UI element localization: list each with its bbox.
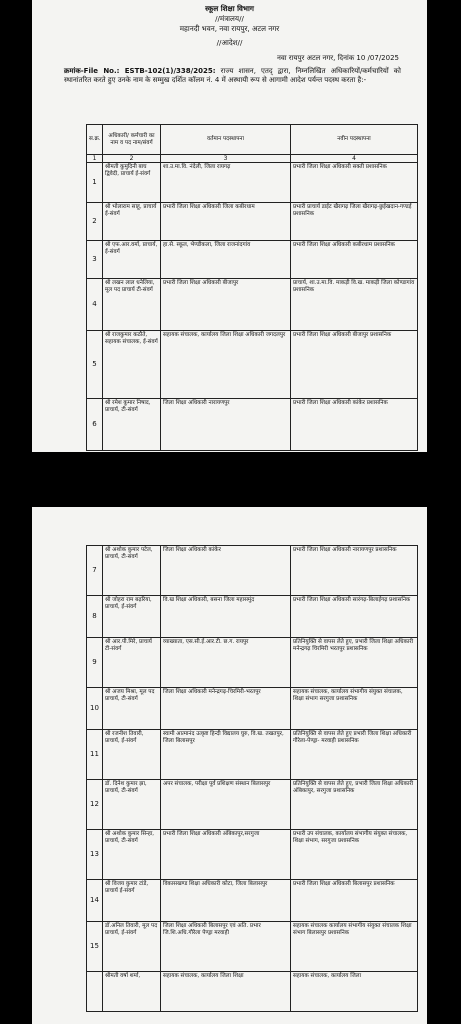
current-posting-cell: जिला शिक्षा अधिकारी कांकेर <box>161 546 291 596</box>
new-posting-cell: सहायक संचालक, कार्यालय संभागीय संयुक्त संचालक, शिक्षा संभाग सरगुजा प्रशासनिक <box>291 688 418 730</box>
current-posting-cell: स्वामी आत्मानंद उत्कृष्ट हिन्दी विद्यालय घुरु, वि.ख. तखतपुर, जिला बिलासपुर <box>161 730 291 780</box>
serial-number-cell: 6 <box>87 399 103 451</box>
new-posting-cell: सहायक संचालक कार्यालय संभागीय संयुक्त संचालक शिक्षा संभाग बिलासपुर प्रशासनिक <box>291 922 418 972</box>
officer-name-cell: श्री राजकुमार कठौते, सहायक संचालक, ई-संवर्ग <box>103 331 161 399</box>
new-posting-cell: प्रतिनियुक्ति से वापस लेते हुए प्रभारी जिला शिक्षा अधिकारी गौरेला-पेण्ड्रा- मरवाही प्रशासनिक <box>291 730 418 780</box>
current-posting-cell: प्रभारी जिला शिक्षा अधिकारी बीजापुर <box>161 279 291 331</box>
table-row <box>87 688 418 730</box>
officer-name-cell: श्रीमती कुमुदिनी बाघ द्विवेदी, प्राचार्य ई-संवर्ग <box>103 163 161 203</box>
order-header <box>32 4 427 48</box>
officer-name-cell: श्री अजय मिश्रा, मूल पद प्राचार्य, टी-संवर्ग <box>103 688 161 730</box>
officer-name-cell: श्रीमती वर्षा शर्मा, <box>103 972 161 1012</box>
new-posting-cell: प्राचार्य, शा.उ.मा.वि. माकड़ी वि.ख. माकड़ी जिला कोण्डागांव प्रशासनिक <box>291 279 418 331</box>
officer-name-cell: श्री आर.पी.मिरे, प्राचार्य टी-संवर्ग <box>103 638 161 688</box>
column-number: 4 <box>291 155 418 163</box>
header-new-posting: नवीन पदस्थापना <box>291 125 418 155</box>
header-current-posting: वर्तमान पदस्थापना <box>161 125 291 155</box>
transfer-table-page-2 <box>86 545 418 1012</box>
serial-number-cell: 5 <box>87 331 103 399</box>
current-posting-cell: अपर संचालक, परीक्षा पूर्व प्रशिक्षण संस्थान बिलासपुर <box>161 780 291 830</box>
current-posting-cell: सहायक संचालक, कार्यालय जिला शिक्षा <box>161 972 291 1012</box>
current-posting-cell: व्याख्याता, एस.सी.ई.आर.टी. छ.ग. रायपुर <box>161 638 291 688</box>
officer-name-cell: श्री रमेश कुमार निषाद, प्राचार्य, टी-संवर्ग <box>103 399 161 451</box>
order-title: //आदेश// <box>216 38 243 47</box>
transfer-table-page-1 <box>86 124 418 451</box>
serial-number-cell: 11 <box>87 730 103 780</box>
serial-number-cell: 12 <box>87 780 103 830</box>
header-serial: स.क्र. <box>87 125 103 155</box>
ministry-name: //मंत्रालय// <box>215 14 244 23</box>
serial-number-cell: 8 <box>87 596 103 638</box>
serial-number-cell: 10 <box>87 688 103 730</box>
serial-number-cell: 1 <box>87 163 103 203</box>
serial-number-cell: 13 <box>87 830 103 880</box>
table-row <box>87 780 418 830</box>
officer-name-cell: श्री भोलाराम साहू, प्राचार्य ई-संवर्ग <box>103 203 161 241</box>
new-posting-cell: प्रभारी जिला शिक्षा अधिकारी कांकेर प्रशासनिक <box>291 399 418 451</box>
officer-name-cell: श्री जोहरा राम बढ़रिया, प्राचार्य, ई-संवर्ग <box>103 596 161 638</box>
serial-number-cell: 4 <box>87 279 103 331</box>
serial-number-cell <box>87 972 103 1012</box>
new-posting-cell: प्रभारी जिला शिक्षा अधिकारी कबीरधाम प्रशासनिक <box>291 241 418 279</box>
current-posting-cell: प्रभारी जिला शिक्षा अधिकारी जिला कबीरधाम <box>161 203 291 241</box>
table-row <box>87 596 418 638</box>
table-row <box>87 546 418 596</box>
date-line: नवा रायपुर अटल नगर, दिनांक 10 /07/2025 <box>276 54 399 62</box>
current-posting-cell: जिला शिक्षा अधिकारी बिलासपुर एवं अति. प्रभार जि.शि.अधि.गौरेला पेण्ड्रा मरवाही <box>161 922 291 972</box>
table-row <box>87 279 418 331</box>
order-number: क्रमांक-File No.: ESTB-102(1)/338/2025: <box>64 67 216 75</box>
current-posting-cell: जिला शिक्षा अधिकारी नारायणपुर <box>161 399 291 451</box>
new-posting-cell: प्रभारी जिला शिक्षा अधिकारी नारायणपुर प्रशासनिक <box>291 546 418 596</box>
officer-name-cell: श्री रजनीश तिवारी, प्राचार्य, ई-संवर्ग <box>103 730 161 780</box>
header-name: अधिकारी/ कर्मचारी का नाम व पद नाम/संवर्ग <box>103 125 161 155</box>
serial-number-cell: 2 <box>87 203 103 241</box>
officer-name-cell: श्री विजय कुमार टांडे, प्राचार्य ई-संवर्ग <box>103 880 161 922</box>
document-page-2 <box>32 507 427 1024</box>
current-posting-cell: प्रभारी जिला शिक्षा अधिकारी अंबिकापुर,सरगुजा <box>161 830 291 880</box>
current-posting-cell: वि.ख शिक्षा अधिकारी, बसना जिला महासमुंद <box>161 596 291 638</box>
table-row <box>87 331 418 399</box>
office-address: महानदी भवन, नवा रायपुर, अटल नगर <box>179 24 280 33</box>
current-posting-cell: विकासखण्ड शिक्षा अधिकारी कोटा, जिला बिलासपुर <box>161 880 291 922</box>
new-posting-cell: प्रतिनियुक्ति से वापस लेते हुए, प्रभारी जिला शिक्षा अधिकारी मनेन्द्रगढ़ चिरमिरी भरतपुर प्रशासनिक <box>291 638 418 688</box>
new-posting-cell: प्रभारी जिला शिक्षा अधिकारी बीजापुर प्रशासनिक <box>291 331 418 399</box>
current-posting-cell: हा.से. स्कूल, भेण्डीकला, जिला राजनांदगांव <box>161 241 291 279</box>
serial-number-cell: 9 <box>87 638 103 688</box>
table-row <box>87 638 418 688</box>
new-posting-cell: प्रभारी जिला शिक्षा अधिकारी बिलासपुर प्रशासनिक <box>291 880 418 922</box>
new-posting-cell: प्रभारी जिला शिक्षा अधिकारी सक्ती प्रशासनिक <box>291 163 418 203</box>
officer-name-cell: श्री लखन लाल धनेलिया, मूल पद प्राचार्य टी-संवर्ग <box>103 279 161 331</box>
table-row <box>87 880 418 922</box>
new-posting-cell: प्रभारी जिला शिक्षा अधिकारी सारंगढ़-बिलाईगढ़ प्रशासनिक <box>291 596 418 638</box>
column-number: 3 <box>161 155 291 163</box>
table-row <box>87 203 418 241</box>
new-posting-cell: प्रभारी उप संचालक, कार्यालय संभागीय संयुक्त संचालक, शिक्षा संभाग, सरगुजा प्रशासनिक <box>291 830 418 880</box>
new-posting-cell: प्रतिनियुक्ति से वापस लेते हुए, प्रभारी जिला शिक्षा अधिकारी अंबिकापुर, सरगुजा प्रशासनिक <box>291 780 418 830</box>
current-posting-cell: जिला शिक्षा अधिकारी मनेन्द्रगढ़-चिरमिरी-भरतपुर <box>161 688 291 730</box>
new-posting-cell: प्रभारी प्राचार्य डाईट खैरागढ़ जिला खैरागढ़-छुईखदान-गण्डई प्रशासनिक <box>291 203 418 241</box>
column-number: 2 <box>103 155 161 163</box>
officer-name-cell: डॉ.अनिल तिवारी, मूल पद प्राचार्य, ई-संवर्ग <box>103 922 161 972</box>
officer-name-cell: श्री एफ.आर.वर्मा, प्राचार्य, ई-संवर्ग <box>103 241 161 279</box>
serial-number-cell: 15 <box>87 922 103 972</box>
table-row <box>87 972 418 1012</box>
order-paragraph <box>64 67 401 85</box>
officer-name-cell: डॉ. दिनेश कुमार झा, प्राचार्य, टी-संवर्ग <box>103 780 161 830</box>
document-page-1 <box>32 0 427 452</box>
officer-name-cell: श्री अशोक कुमार पटेल, प्राचार्य, टी-संवर्ग <box>103 546 161 596</box>
serial-number-cell: 7 <box>87 546 103 596</box>
current-posting-cell: शा.उ.मा.वि. नंदेली, जिला रायगढ़ <box>161 163 291 203</box>
department-name: स्कूल शिक्षा विभाग <box>205 4 254 13</box>
table-row <box>87 399 418 451</box>
table-row <box>87 922 418 972</box>
serial-number-cell: 3 <box>87 241 103 279</box>
current-posting-cell: सहायक संचालक, कार्यालय जिला शिक्षा अधिकारी जगदलपुर <box>161 331 291 399</box>
table-row <box>87 241 418 279</box>
table-row <box>87 730 418 780</box>
officer-name-cell: श्री अशोक कुमार सिन्हा, प्राचार्य, टी-संवर्ग <box>103 830 161 880</box>
table-row <box>87 830 418 880</box>
table-row <box>87 163 418 203</box>
column-number: 1 <box>87 155 103 163</box>
order-text: राज्य शासन, एतद् द्वारा, निम्नलिखित अधिकारियों/कर्मचारियों को स्थानांतरित करते हुए उनके नाम के सम्मुख दर्शित कॉलम नं. 4 में अस्थायी रूप से आगामी आदेश पर्यन्त पदस्थ करता है:- <box>64 67 401 84</box>
new-posting-cell: सहायक संचालक, कार्यालय जिला <box>291 972 418 1012</box>
serial-number-cell: 14 <box>87 880 103 922</box>
